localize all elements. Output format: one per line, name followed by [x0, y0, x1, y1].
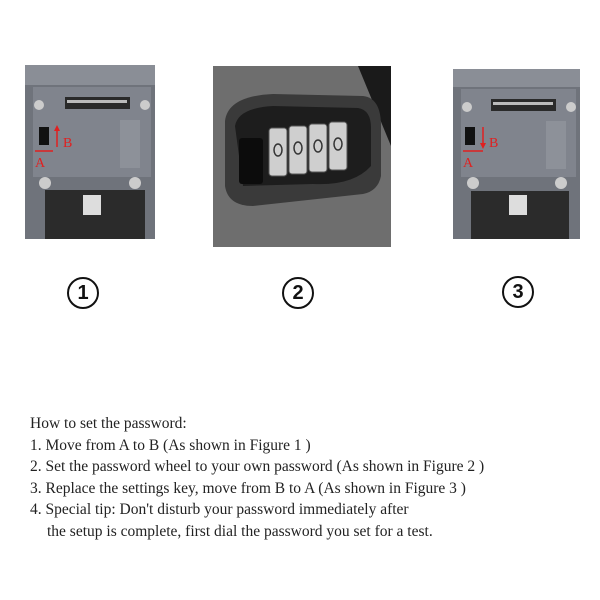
instruction-step: 2. Set the password wheel to your own password (As shown in Figure 2 ): [30, 458, 485, 475]
label-b: B: [489, 136, 499, 151]
figure-2-number: 2: [282, 277, 314, 309]
instruction-step: 4. Special tip: Don't disturb your password immediately after: [30, 501, 409, 518]
instruction-step-continuation: the setup is complete, first dial the password you set for a test.: [47, 522, 433, 540]
instruction-step: 1. Move from A to B (As shown in Figure 1 ): [30, 436, 311, 454]
figure-2-photo: [213, 66, 391, 247]
figure-1-number: 1: [67, 277, 99, 309]
instructions-heading: How to set the password:: [30, 415, 187, 432]
label-b: B: [63, 136, 73, 151]
password-instructions: [30, 413, 484, 542]
figure-1-photo: [25, 65, 155, 239]
label-a: A: [35, 156, 46, 171]
figure-3-number: 3: [502, 276, 534, 308]
label-a: A: [463, 156, 474, 171]
instruction-step: 3. Replace the settings key, move from B to A (As shown in Figure 3 ): [30, 479, 466, 497]
figure-3-photo: [453, 69, 580, 239]
